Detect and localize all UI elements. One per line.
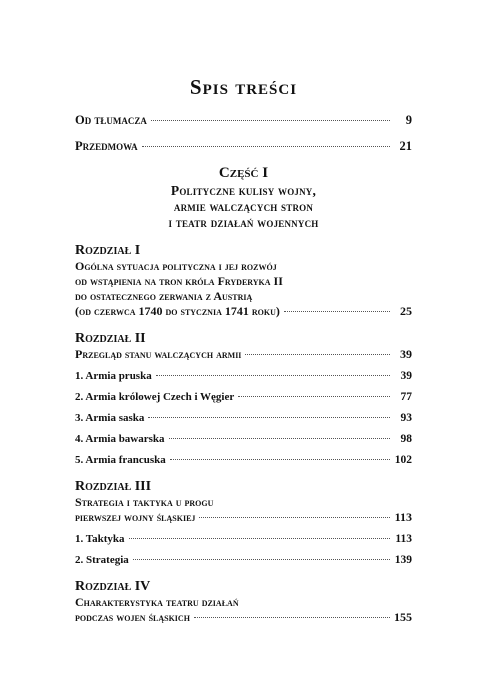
- chapter-4: [75, 579, 412, 625]
- part-number: Część I: [218, 165, 269, 181]
- chapter-heading: Rozdział IV: [75, 579, 151, 594]
- section-page: 39: [400, 370, 412, 382]
- chapter-title-line: Charakterystyka teatru działań: [75, 595, 239, 609]
- section-entry[interactable]: [75, 432, 412, 446]
- dot-leader: [238, 396, 390, 397]
- chapter-3: [75, 479, 412, 567]
- section-label: 3. Armia saska: [75, 412, 145, 424]
- dot-leader: [170, 459, 390, 460]
- dot-leader: [142, 146, 390, 147]
- toc-entry-page: 9: [405, 113, 412, 127]
- chapter-title-line: Ogólna sytuacja polityczna i jej rozwój: [75, 259, 277, 273]
- part-title-line: Polityczne kulisy wojny,: [170, 183, 317, 198]
- section-page: 77: [400, 391, 412, 403]
- section-label: 2. Armia królowej Czech i Węgier: [75, 391, 235, 403]
- chapter-2: [75, 331, 412, 467]
- chapter-title[interactable]: [75, 595, 412, 625]
- chapter-title-line: (od czerwca 1740 do stycznia 1741 roku): [75, 304, 280, 318]
- chapter-heading: Rozdział I: [75, 243, 141, 258]
- dot-leader: [133, 559, 390, 560]
- chapter-page: 155: [394, 610, 412, 624]
- chapter-page: 25: [400, 304, 412, 318]
- chapter-title-line: od wstąpienia na tron króla Fryderyka II: [75, 274, 283, 288]
- part-title-line: armie walczących stron: [173, 199, 314, 214]
- section-entry[interactable]: [75, 369, 412, 383]
- chapter-title[interactable]: [75, 259, 412, 319]
- dot-leader: [169, 438, 390, 439]
- dot-leader: [151, 120, 390, 121]
- chapter-heading: Rozdział II: [75, 331, 146, 346]
- chapter-title-line: do ostatecznego zerwania z Austrią: [75, 289, 253, 303]
- section-label: 1. Armia pruska: [75, 370, 152, 382]
- section-entry[interactable]: [75, 553, 412, 567]
- dot-leader: [284, 311, 390, 312]
- section-page: 102: [394, 454, 412, 466]
- section-label: 2. Strategia: [75, 554, 129, 566]
- chapter-title-line: Przegląd stanu walczących armii: [75, 347, 242, 361]
- page-title: Spis treści: [189, 75, 298, 99]
- section-label: 1. Taktyka: [75, 533, 125, 545]
- dot-leader: [156, 375, 390, 376]
- chapter-heading: Rozdział III: [75, 479, 152, 494]
- section-entry[interactable]: [75, 453, 412, 467]
- chapter-page: 39: [400, 347, 412, 361]
- toc-entry-page: 21: [399, 139, 412, 153]
- chapter-title[interactable]: [75, 347, 412, 362]
- toc-entry-translator-note[interactable]: [75, 112, 412, 129]
- chapter-title-line: podczas wojen śląskich: [75, 610, 190, 624]
- front-matter: [75, 112, 412, 155]
- section-page: 113: [395, 533, 412, 545]
- section-label: 4. Armia bawarska: [75, 433, 165, 445]
- section-entry[interactable]: [75, 532, 412, 546]
- section-page: 98: [400, 433, 412, 445]
- chapter-title-line: Strategia i taktyka u progu: [75, 495, 214, 509]
- section-entry[interactable]: [75, 390, 412, 404]
- dot-leader: [245, 354, 390, 355]
- section-page: 93: [400, 412, 412, 424]
- section-entry[interactable]: [75, 411, 412, 425]
- dot-leader: [148, 417, 390, 418]
- toc-entry-preface[interactable]: [75, 138, 412, 155]
- chapter-title[interactable]: [75, 495, 412, 525]
- chapter-1: [75, 243, 412, 319]
- chapter-title-line: pierwszej wojny śląskiej: [75, 510, 196, 524]
- part-title-line: i teatr działań wojennych: [168, 215, 319, 230]
- toc-entry-label: Przedmowa: [75, 139, 138, 153]
- part-heading: [75, 164, 412, 231]
- dot-leader: [129, 538, 390, 539]
- dot-leader: [199, 517, 390, 518]
- section-label: 5. Armia francuska: [75, 454, 166, 466]
- section-page: 139: [394, 554, 412, 566]
- dot-leader: [194, 617, 390, 618]
- toc-entry-label: Od tłumacza: [75, 113, 147, 127]
- chapter-page: 113: [394, 510, 412, 524]
